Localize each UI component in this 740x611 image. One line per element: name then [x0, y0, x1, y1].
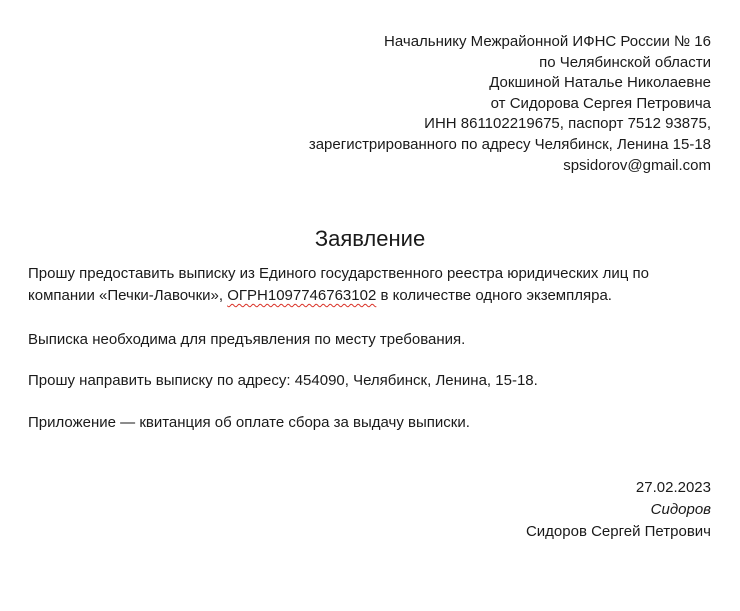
paragraph-attachment: Приложение — квитанция об оплате сбора за выдачу выписки.	[28, 414, 470, 431]
signatory-name: Сидоров Сергей Петрович	[525, 523, 711, 540]
handwritten-signature: Сидоров	[650, 501, 711, 518]
sender-email: spsidorov@gmail.com	[563, 156, 711, 174]
sender-line: зарегистрированного по адресу Челябинск, Ленина 15-18	[308, 135, 711, 153]
addressee-block	[309, 32, 711, 176]
document-title: Заявление	[314, 226, 426, 251]
paragraph-request	[28, 263, 718, 307]
paragraph-text: Прошу предоставить выписку из Единого государственного реестра юридических лиц по	[28, 265, 649, 282]
sender-line: от Сидорова Сергея Петровича	[490, 94, 711, 112]
addressee-line: по Челябинской области	[539, 53, 711, 71]
signature-date: 27.02.2023	[635, 479, 711, 496]
addressee-line: Начальнику Межрайонной ИФНС России № 16	[384, 33, 711, 50]
ogrn-value[interactable]: ОГРН1097746763102	[227, 287, 377, 304]
paragraph-text: компании «Печки-Лавочки»,	[28, 287, 228, 304]
signature-block	[526, 477, 711, 543]
paragraph-text: в количестве одного экземпляра.	[376, 287, 612, 304]
paragraph-address: Прошу направить выписку по адресу: 454090, Челябинск, Ленина, 15-18.	[28, 372, 538, 389]
paragraph-purpose: Выписка необходима для предъявления по месту требования.	[28, 331, 466, 348]
addressee-line: Докшиной Наталье Николаевне	[489, 74, 711, 92]
sender-line: ИНН 861102219675, паспорт 7512 93875,	[424, 115, 711, 133]
